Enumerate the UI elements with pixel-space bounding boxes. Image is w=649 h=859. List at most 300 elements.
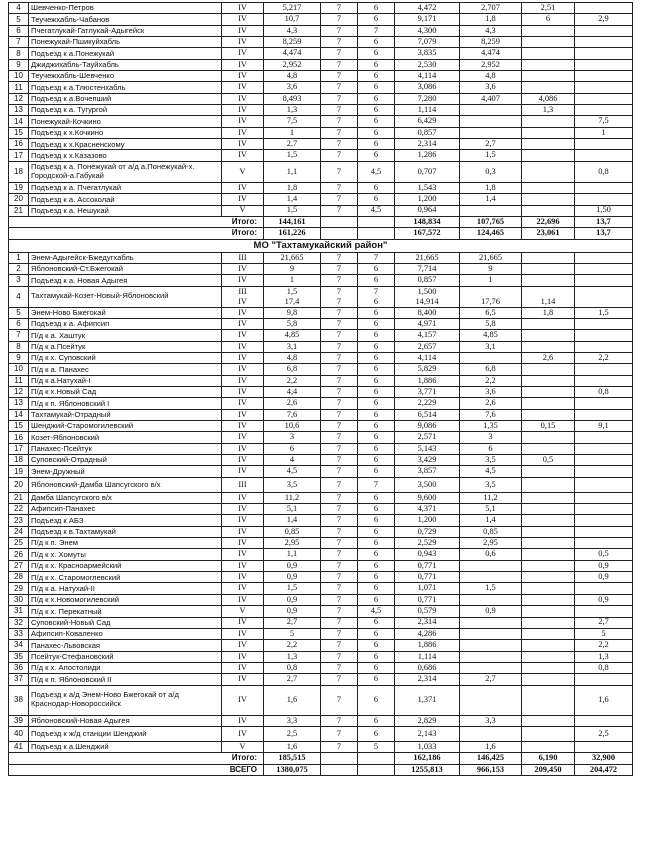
cell-c5: 7 6 bbox=[358, 286, 395, 307]
cell-c7: 2,952 bbox=[460, 59, 522, 70]
cell-c3: 1,5 bbox=[264, 150, 321, 161]
cell-c8 bbox=[522, 526, 575, 537]
road-name: Энем-Ново Бжегокай bbox=[29, 307, 222, 318]
table-row bbox=[9, 263, 633, 274]
cell-c9 bbox=[575, 398, 633, 409]
cell-c6: 1,071 bbox=[395, 583, 460, 594]
cell-c6: 0,857 bbox=[395, 275, 460, 286]
cell-c6: 3,771 bbox=[395, 386, 460, 397]
table-row bbox=[9, 466, 633, 477]
cell-c5: 6 bbox=[358, 330, 395, 341]
row-number: 14 bbox=[9, 409, 29, 420]
table-row bbox=[9, 515, 633, 526]
cell-c5: 6 bbox=[358, 432, 395, 443]
cell-c3: 5,8 bbox=[264, 318, 321, 329]
cell-c7: 4,85 bbox=[460, 330, 522, 341]
cell-c4: 7 bbox=[321, 150, 358, 161]
row-number: 5 bbox=[9, 307, 29, 318]
table-row bbox=[9, 662, 633, 673]
road-name: П/д к х. Суповский bbox=[29, 352, 222, 363]
cell-c7: 3 bbox=[460, 432, 522, 443]
cell-c5: 6 bbox=[358, 59, 395, 70]
cell-c5: 6 bbox=[358, 651, 395, 662]
cell-c9 bbox=[575, 492, 633, 503]
cell-c8 bbox=[522, 263, 575, 274]
cell-c5: 6 bbox=[358, 127, 395, 138]
cell-c8 bbox=[522, 715, 575, 726]
table-row bbox=[9, 606, 633, 617]
total-empty bbox=[321, 228, 358, 239]
cell-cat: IV bbox=[222, 504, 264, 515]
total-row bbox=[9, 216, 633, 227]
cell-c3: 3,6 bbox=[264, 82, 321, 93]
cell-c6: 0,857 bbox=[395, 127, 460, 138]
road-name: Подъезд к а. Тугургой bbox=[29, 105, 222, 116]
cell-c4: 7 bbox=[321, 715, 358, 726]
cell-c4: 7 bbox=[321, 572, 358, 583]
cell-c6: 21,665 bbox=[395, 252, 460, 263]
cell-c9: 1,6 bbox=[575, 685, 633, 715]
total-c6: 1255,813 bbox=[395, 764, 460, 775]
cell-c4: 7 bbox=[321, 182, 358, 193]
cell-cat: IV bbox=[222, 59, 264, 70]
cell-c9: 1 bbox=[575, 127, 633, 138]
cell-c5: 6 bbox=[358, 492, 395, 503]
cell-c8 bbox=[522, 330, 575, 341]
total-empty bbox=[358, 764, 395, 775]
cell-c3: 3,1 bbox=[264, 341, 321, 352]
row-number: 35 bbox=[9, 651, 29, 662]
cell-cat: IV bbox=[222, 455, 264, 466]
cell-c9 bbox=[575, 59, 633, 70]
road-name: П/д к х. Старомоглевский bbox=[29, 572, 222, 583]
cell-c9 bbox=[575, 139, 633, 150]
row-number: 19 bbox=[9, 182, 29, 193]
road-name: П/д к а. Хаштук bbox=[29, 330, 222, 341]
cell-c6: 4,371 bbox=[395, 504, 460, 515]
cell-c9 bbox=[575, 443, 633, 454]
cell-c8 bbox=[522, 538, 575, 549]
cell-c4: 7 bbox=[321, 307, 358, 318]
cell-cat: IV bbox=[222, 150, 264, 161]
cell-c7 bbox=[460, 560, 522, 571]
row-number: 12 bbox=[9, 93, 29, 104]
cell-c7: 4,474 bbox=[460, 48, 522, 59]
cell-cat: IV bbox=[222, 538, 264, 549]
row-number: 16 bbox=[9, 432, 29, 443]
road-name: Яблоновский-Дамба Шапсугского в/х bbox=[29, 477, 222, 492]
cell-c5: 6 bbox=[358, 662, 395, 673]
cell-c6: 1,371 bbox=[395, 685, 460, 715]
cell-c9: 1,5 bbox=[575, 307, 633, 318]
cell-cat: IV bbox=[222, 375, 264, 386]
cell-c5: 6 bbox=[358, 409, 395, 420]
cell-c3: 0,9 bbox=[264, 560, 321, 571]
row-number: 13 bbox=[9, 105, 29, 116]
road-name: Подъезд к х.Казазово bbox=[29, 150, 222, 161]
road-name: Панахес-Псейтук bbox=[29, 443, 222, 454]
cell-c8: 2,51 bbox=[522, 3, 575, 14]
cell-c8 bbox=[522, 726, 575, 741]
total-c8: 6,190 bbox=[522, 753, 575, 764]
cell-c8: 1,3 bbox=[522, 105, 575, 116]
cell-c8 bbox=[522, 150, 575, 161]
row-number: 21 bbox=[9, 205, 29, 216]
cell-c3: 10,7 bbox=[264, 14, 321, 25]
road-name: П/д к а. Натухай-II bbox=[29, 583, 222, 594]
cell-c3: 1,1 bbox=[264, 549, 321, 560]
table-row bbox=[9, 71, 633, 82]
row-number: 1 bbox=[9, 252, 29, 263]
cell-c5: 6 bbox=[358, 139, 395, 150]
cell-c7 bbox=[460, 617, 522, 628]
cell-cat: IV bbox=[222, 48, 264, 59]
cell-c5: 7 bbox=[358, 25, 395, 36]
road-name: П/д к х.Новомогилевский bbox=[29, 594, 222, 605]
cell-c5: 6 bbox=[358, 375, 395, 386]
cell-c3: 1,3 bbox=[264, 105, 321, 116]
table-row bbox=[9, 150, 633, 161]
cell-c5: 6 bbox=[358, 14, 395, 25]
cell-c4: 7 bbox=[321, 421, 358, 432]
cell-c4: 7 bbox=[321, 443, 358, 454]
total-empty bbox=[358, 228, 395, 239]
road-name: Энем-Дружный bbox=[29, 466, 222, 477]
cell-c8 bbox=[522, 161, 575, 182]
cell-c7: 4,3 bbox=[460, 25, 522, 36]
row-number: 7 bbox=[9, 37, 29, 48]
cell-c3: 1,3 bbox=[264, 651, 321, 662]
cell-c9 bbox=[575, 252, 633, 263]
row-number: 36 bbox=[9, 662, 29, 673]
cell-cat: IV bbox=[222, 37, 264, 48]
cell-c7 bbox=[460, 685, 522, 715]
row-number: 4 bbox=[9, 286, 29, 307]
road-name: Козет-Яблоновский bbox=[29, 432, 222, 443]
cell-c7: 2,707 bbox=[460, 3, 522, 14]
cell-cat: IV bbox=[222, 275, 264, 286]
cell-c5: 6 bbox=[358, 515, 395, 526]
road-name: Яблоновский-Ст.Бжегокай bbox=[29, 263, 222, 274]
row-number: 6 bbox=[9, 318, 29, 329]
road-name: Тахтамукай-Козет-Новый-Яблоновский bbox=[29, 286, 222, 307]
road-name: П/д к п. Энем bbox=[29, 538, 222, 549]
cell-c8 bbox=[522, 515, 575, 526]
cell-c8 bbox=[522, 375, 575, 386]
table-row bbox=[9, 318, 633, 329]
cell-c9 bbox=[575, 432, 633, 443]
cell-c7 bbox=[460, 572, 522, 583]
cell-c3: 4,8 bbox=[264, 352, 321, 363]
cell-c8: 0,15 bbox=[522, 421, 575, 432]
row-number: 28 bbox=[9, 572, 29, 583]
cell-cat: IV bbox=[222, 492, 264, 503]
cell-cat: IV bbox=[222, 105, 264, 116]
total-length: 185,515 bbox=[264, 753, 321, 764]
cell-c5: 6 bbox=[358, 93, 395, 104]
row-number: 24 bbox=[9, 526, 29, 537]
cell-c7: 3,5 bbox=[460, 477, 522, 492]
cell-c4: 7 bbox=[321, 594, 358, 605]
cell-c3: 2,952 bbox=[264, 59, 321, 70]
cell-c9 bbox=[575, 674, 633, 685]
road-name: Подъезд к х.Кочкино bbox=[29, 127, 222, 138]
road-name: Подъезд к а. Афипсип bbox=[29, 318, 222, 329]
road-name: Подъезд к а/д Энем-Ново Бжегокай от а/д Краснодар-Новороссийск bbox=[29, 685, 222, 715]
cell-c4: 7 bbox=[321, 330, 358, 341]
cell-c6: 6,514 bbox=[395, 409, 460, 420]
total-c7: 124,465 bbox=[460, 228, 522, 239]
total-empty bbox=[321, 753, 358, 764]
cell-c3: 7,5 bbox=[264, 116, 321, 127]
cell-cat: IV bbox=[222, 127, 264, 138]
cell-c8 bbox=[522, 37, 575, 48]
cell-c8 bbox=[522, 628, 575, 639]
cell-c4: 7 bbox=[321, 492, 358, 503]
cell-c6: 2,571 bbox=[395, 432, 460, 443]
cell-c3: 4,5 bbox=[264, 466, 321, 477]
total-empty bbox=[358, 753, 395, 764]
cell-c8 bbox=[522, 477, 575, 492]
table-row bbox=[9, 93, 633, 104]
cell-c4: 7 bbox=[321, 48, 358, 59]
cell-c3: 3 bbox=[264, 432, 321, 443]
table-row bbox=[9, 594, 633, 605]
row-number: 33 bbox=[9, 628, 29, 639]
table-row bbox=[9, 194, 633, 205]
cell-c6: 3,086 bbox=[395, 82, 460, 93]
row-number: 9 bbox=[9, 59, 29, 70]
cell-c8 bbox=[522, 194, 575, 205]
table-row bbox=[9, 37, 633, 48]
cell-c7: 3,6 bbox=[460, 386, 522, 397]
road-name: П/д к х. Перекатный bbox=[29, 606, 222, 617]
total-empty bbox=[358, 216, 395, 227]
table-row bbox=[9, 161, 633, 182]
cell-c7: 1,5 bbox=[460, 150, 522, 161]
cell-c7 bbox=[460, 651, 522, 662]
cell-c7: 2,2 bbox=[460, 375, 522, 386]
cell-c9 bbox=[575, 515, 633, 526]
cell-c6: 0,729 bbox=[395, 526, 460, 537]
cell-c6: 4,114 bbox=[395, 352, 460, 363]
cell-c7: 17,76 bbox=[460, 286, 522, 307]
table-row bbox=[9, 538, 633, 549]
row-number: 11 bbox=[9, 82, 29, 93]
total-row bbox=[9, 753, 633, 764]
cell-c4: 7 bbox=[321, 37, 358, 48]
cell-c5: 6 bbox=[358, 685, 395, 715]
cell-c6: 9,171 bbox=[395, 14, 460, 25]
row-number: 11 bbox=[9, 375, 29, 386]
table-row bbox=[9, 82, 633, 93]
table-row bbox=[9, 182, 633, 193]
cell-c9: 1,3 bbox=[575, 651, 633, 662]
cell-c7: 4,407 bbox=[460, 93, 522, 104]
cell-c3: 4 bbox=[264, 455, 321, 466]
cell-c3: 2,7 bbox=[264, 139, 321, 150]
cell-c7: 4,5 bbox=[460, 466, 522, 477]
cell-cat: IV bbox=[222, 341, 264, 352]
table-row bbox=[9, 139, 633, 150]
cell-cat: IV bbox=[222, 594, 264, 605]
road-name: Подъезд к а. Новая Адыгея bbox=[29, 275, 222, 286]
cell-cat: V bbox=[222, 606, 264, 617]
cell-c4: 7 bbox=[321, 205, 358, 216]
road-name: Шевченко-Петров bbox=[29, 3, 222, 14]
table-row bbox=[9, 14, 633, 25]
cell-c3: 5,217 bbox=[264, 3, 321, 14]
cell-c7: 3,6 bbox=[460, 82, 522, 93]
cell-c6: 6,429 bbox=[395, 116, 460, 127]
cell-c4: 7 bbox=[321, 741, 358, 752]
cell-c7: 2,6 bbox=[460, 398, 522, 409]
cell-c5: 6 bbox=[358, 263, 395, 274]
cell-c5: 6 bbox=[358, 82, 395, 93]
cell-c8 bbox=[522, 127, 575, 138]
cell-c3: 1,5 bbox=[264, 205, 321, 216]
cell-c6: 0,771 bbox=[395, 560, 460, 571]
cell-c6: 4,472 bbox=[395, 3, 460, 14]
cell-c7: 6 bbox=[460, 443, 522, 454]
cell-c9: 0,9 bbox=[575, 594, 633, 605]
row-number: 39 bbox=[9, 715, 29, 726]
cell-c9 bbox=[575, 286, 633, 307]
total-empty bbox=[321, 216, 358, 227]
road-name: Афипсип-Коваленко bbox=[29, 628, 222, 639]
cell-c7: 9 bbox=[460, 263, 522, 274]
cell-c3: 1,4 bbox=[264, 194, 321, 205]
cell-c3: 1,6 bbox=[264, 741, 321, 752]
cell-c3: 0,8 bbox=[264, 662, 321, 673]
cell-c9 bbox=[575, 3, 633, 14]
row-number: 37 bbox=[9, 674, 29, 685]
cell-cat: IV bbox=[222, 526, 264, 537]
cell-c8 bbox=[522, 275, 575, 286]
cell-c7: 0,3 bbox=[460, 161, 522, 182]
cell-c5: 6 bbox=[358, 48, 395, 59]
total-c7: 966,153 bbox=[460, 764, 522, 775]
cell-c6: 2,829 bbox=[395, 715, 460, 726]
row-number: 38 bbox=[9, 685, 29, 715]
total-c8: 22,696 bbox=[522, 216, 575, 227]
road-name: Теучежхабль-Чабанов bbox=[29, 14, 222, 25]
row-number: 40 bbox=[9, 726, 29, 741]
cell-c9: 0,8 bbox=[575, 662, 633, 673]
cell-c3: 8,493 bbox=[264, 93, 321, 104]
total-label: Итого: bbox=[9, 216, 264, 227]
row-number: 15 bbox=[9, 127, 29, 138]
road-name: Подъезд к а. Ассоколай bbox=[29, 194, 222, 205]
cell-c3: 1,4 bbox=[264, 515, 321, 526]
cell-c4: 7 bbox=[321, 477, 358, 492]
cell-c4: 7 bbox=[321, 628, 358, 639]
cell-c4: 7 bbox=[321, 318, 358, 329]
total-c7: 146,425 bbox=[460, 753, 522, 764]
cell-c8 bbox=[522, 386, 575, 397]
cell-cat: IV bbox=[222, 651, 264, 662]
cell-c6: 2,314 bbox=[395, 139, 460, 150]
cell-c8 bbox=[522, 594, 575, 605]
total-c9: 204,472 bbox=[575, 764, 633, 775]
table-row bbox=[9, 127, 633, 138]
row-number: 10 bbox=[9, 364, 29, 375]
row-number: 10 bbox=[9, 71, 29, 82]
cell-c3: 1,6 bbox=[264, 685, 321, 715]
cell-c4: 7 bbox=[321, 398, 358, 409]
cell-c9: 0,9 bbox=[575, 560, 633, 571]
road-name: Подъезд к х.Красненскому bbox=[29, 139, 222, 150]
cell-c6: 4,300 bbox=[395, 25, 460, 36]
cell-cat: IV bbox=[222, 466, 264, 477]
cell-cat: IV bbox=[222, 515, 264, 526]
cell-c3: 3,3 bbox=[264, 715, 321, 726]
cell-c8 bbox=[522, 504, 575, 515]
cell-c7: 21,665 bbox=[460, 252, 522, 263]
cell-c4: 7 bbox=[321, 3, 358, 14]
cell-c3: 10,6 bbox=[264, 421, 321, 432]
cell-cat: IV bbox=[222, 307, 264, 318]
cell-c6: 2,529 bbox=[395, 538, 460, 549]
table-row bbox=[9, 526, 633, 537]
cell-c6: 4,286 bbox=[395, 628, 460, 639]
cell-c9 bbox=[575, 409, 633, 420]
cell-c8 bbox=[522, 364, 575, 375]
cell-cat: IV bbox=[222, 116, 264, 127]
total-label: Итого: bbox=[9, 753, 264, 764]
cell-c9: 2,2 bbox=[575, 352, 633, 363]
cell-c8 bbox=[522, 617, 575, 628]
cell-c9 bbox=[575, 583, 633, 594]
cell-c7 bbox=[460, 594, 522, 605]
table-row bbox=[9, 252, 633, 263]
cell-c9: 7,5 bbox=[575, 116, 633, 127]
cell-c5: 4,5 bbox=[358, 161, 395, 182]
cell-c3: 0,9 bbox=[264, 594, 321, 605]
row-number: 41 bbox=[9, 741, 29, 752]
row-number: 16 bbox=[9, 139, 29, 150]
cell-c7: 1,4 bbox=[460, 194, 522, 205]
cell-c5: 6 bbox=[358, 37, 395, 48]
cell-c3: 0,9 bbox=[264, 572, 321, 583]
cell-c8 bbox=[522, 252, 575, 263]
road-name: Панахес-Львовская bbox=[29, 640, 222, 651]
cell-c7: 3,1 bbox=[460, 341, 522, 352]
cell-c5: 7 bbox=[358, 477, 395, 492]
row-number: 29 bbox=[9, 583, 29, 594]
cell-c6: 7,714 bbox=[395, 263, 460, 274]
cell-c9 bbox=[575, 194, 633, 205]
cell-c5: 6 bbox=[358, 504, 395, 515]
row-number: 12 bbox=[9, 386, 29, 397]
cell-cat: IV bbox=[222, 432, 264, 443]
cell-c4: 7 bbox=[321, 455, 358, 466]
cell-c4: 7 bbox=[321, 341, 358, 352]
cell-c5: 6 bbox=[358, 307, 395, 318]
cell-cat: IV bbox=[222, 549, 264, 560]
cell-c3: 4,474 bbox=[264, 48, 321, 59]
cell-c9 bbox=[575, 37, 633, 48]
table-row bbox=[9, 364, 633, 375]
row-number: 22 bbox=[9, 504, 29, 515]
cell-c9: 0,8 bbox=[575, 386, 633, 397]
table-row bbox=[9, 286, 633, 307]
total-row bbox=[9, 228, 633, 239]
cell-c5: 6 bbox=[358, 526, 395, 537]
cell-c5: 6 bbox=[358, 71, 395, 82]
total-label: ВСЕГО bbox=[9, 764, 264, 775]
table-row bbox=[9, 386, 633, 397]
